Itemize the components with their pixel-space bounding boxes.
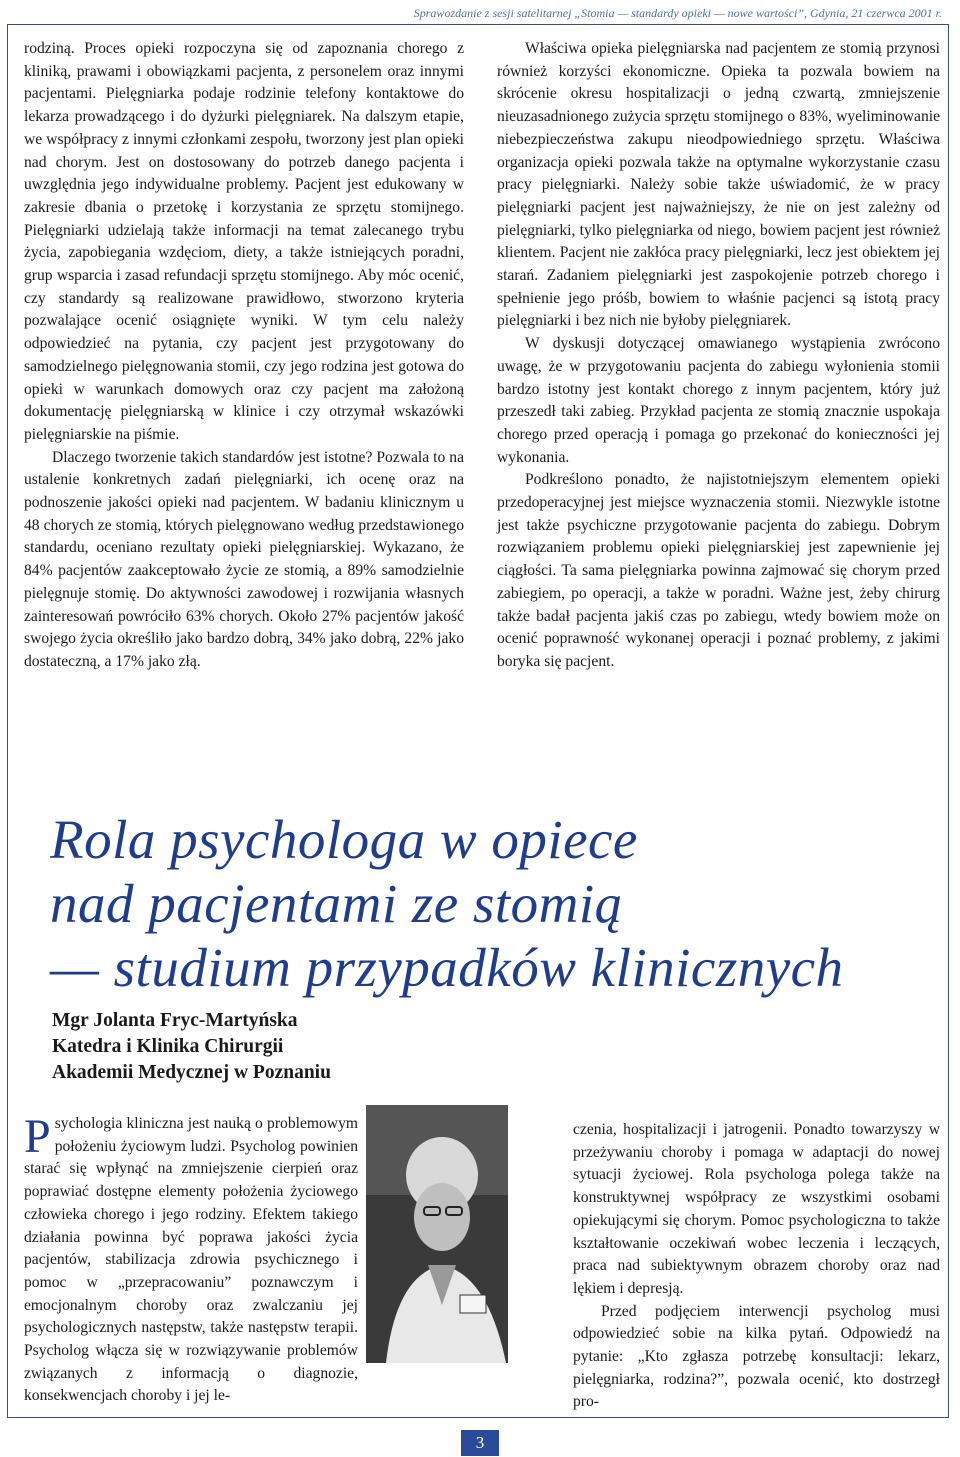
author-photo: [366, 1105, 508, 1363]
article-title-line: — studium przypadków klinicznych: [50, 937, 844, 998]
bottom-right-column: [573, 1119, 940, 1414]
paragraph: Dlaczego tworzenie takich standardów jest istotne? Pozwala to na ustalenie konkretnych zadań pielęgniarki, ich ocenę oraz na podnoszenie jakości opieki nad pacjentem. W badaniu klinicznym u 48 chorych ze stomią, których pielęgnowano według przedstawionego standardu, oceniano rezultaty opieki pielęgniarskiej. Wykazano, że 84% pacjentów zaakceptowało życie ze stomią, a 89% samodzielnie pielęgnuje stomię. Do aktywności zawodowej i rozwijania własnych zainteresowań powróciło 63% chorych. Około 27% pacjentów jakość swojego życia określiło jako bardzo dobrą, 34% jako dobrą, 22% jako dostateczną, a 17% jako złą.: [24, 448, 464, 670]
paragraph: Podkreślono ponadto, że najistotniejszym elementem opieki przedoperacyjnej jest miejsce wyznaczenia stomii. Niezwykle istotne jest także psychiczne przygotowanie pacjenta do zabiegu. Dobrym rozwiązaniem problemu opieki pielęgniarskiej jest zapewnienie jej ciągłości. Ta sama pielęgniarka powinna zajmować się chorym przed zabiegiem, po operacji, a także w poradni. Ważne jest, żeby chirurg także badał pacjenta jakiś czas po zabiegu, wtedy bowiem może on ocenić poprawność wykonanej operacji i poznać problemy, z jakimi boryka się pacjent.: [497, 471, 940, 670]
article-title: [50, 808, 930, 1000]
author-name: Mgr Jolanta Fryc-Martyńska: [52, 1010, 298, 1031]
paragraph: sychologia kliniczna jest nauką o problemowym położeniu życiowym ludzi. Psycholog powinien starać się wpłynąć na zmniejszenie cierpień oraz poprawiać dostępne elementy położenia życiowego człowieka chorego i jego rodziny. Efektem takiego działania powinna być poprawa jakości życia pacjentów, stabilizacja zdrowia psychicznego i pomoc w „przepracowaniu” poznawczym i emocjonalnym choroby oraz zwalczaniu jej psychologicznych następstw, także następstw terapii. Psycholog włącza się w rozwiązywanie problemów związanych z informacją o diagnozie, konsekwencjach choroby i jej le-: [24, 1115, 358, 1405]
running-header: Sprawozdanie z sesji satelitarnej „Stomia — standardy opieki — nowe wartości”, Gdynia, 21 czerwca 2001 r.: [413, 6, 942, 20]
top-left-column: [24, 38, 464, 674]
author-block: [52, 1008, 331, 1086]
page-number: 3: [461, 1430, 499, 1456]
author-affiliation: Akademii Medycznej w Poznaniu: [52, 1062, 331, 1083]
bottom-left-column: [24, 1110, 466, 1408]
article-title-line: nad pacjentami ze stomią: [50, 873, 623, 934]
dropcap: P: [24, 1110, 51, 1163]
paragraph: W dyskusji dotyczącej omawianego wystąpienia zwrócono uwagę, że w przygotowaniu pacjenta do zabiegu wyłonienia stomii bardzo istotny jest kontakt chorego z innym pacjentem, który już przeszedł taki zabieg. Przykład pacjenta ze stomią znacznie uspokaja chorego przed operacją i pomaga go przekonać do konieczności jej wykonania.: [497, 335, 940, 466]
paragraph: czenia, hospitalizacji i jatrogenii. Ponadto towarzyszy w przeżywaniu choroby i pomaga w adaptacji do nowej sytuacji życiowej. Rola psychologa polega także na konstruktywnej współpracy ze wszystkimi osobami opiekującymi się chorym. Pomoc psychologiczna to także kształtowanie oczekiwań wobec leczenia i leczących, praca nad subiektywnym obrazem choroby oraz nad lękiem i depresją.: [573, 1121, 940, 1297]
paragraph: Przed podjęciem interwencji psycholog musi odpowiedzieć sobie na kilka pytań. Odpowiedź na pytanie: „Kto zgłasza potrzebę konsultacji: lekarz, pielęgniarka, rodzina?”, pozwala ocenić, kto dostrzegł pro-: [573, 1302, 940, 1411]
paragraph: rodziną. Proces opieki rozpoczyna się od zapoznania chorego z kliniką, prawami i obowiązkami pacjenta, z personelem oraz innymi pacjentami. Pielęgniarka podaje rodzinie telefony kontaktowe do lekarza prowadzącego i do dyżurki pielęgniarek. Na dalszym etapie, we współpracy z innymi członkami zespołu, tworzony jest plan opieki nad chorym. Jest on dostosowany do potrzeb danego pacjenta i uwzględnia jego indywidualne problemy. Pacjent jest edukowany w zakresie dbania o przetokę i korzystania ze sprzętu stomijnego. Pielęgniarki udzielają także informacji na temat zalecanego trybu życia, zapobiegania wzdęciom, diety, a także istniejących poradni, grup wsparcia i zasad refundacji sprzętu stomijnego. Aby móc ocenić, czy standardy są realizowane prawidłowo, stworzono kryteria pozwalające ocenić osiągnięte wyniki. W tym celu należy odpowiedzieć na pytania, czy pacjent jest przygotowany do samodzielnego pielęgnowania stomii, czy jego rodzina jest gotowa do opieki w warunkach domowych oraz czy pacjent ma założoną dokumentację pielęgniarską w klinice i czy otrzymał wskazówki pielęgniarskie na piśmie.: [24, 40, 464, 443]
author-affiliation: Katedra i Klinika Chirurgii: [52, 1036, 284, 1057]
paragraph: Właściwa opieka pielęgniarska nad pacjentem ze stomią przynosi również korzyści ekonomiczne. Opieka ta pozwala bowiem na skrócenie okresu hospitalizacji o jedną czwartą, zmniejszenie nieuzasadnionego zużycia sprzętu stomijnego o 83%, wyeliminowanie niebezpieczeństwa zakupu nieodpowiedniego sprzętu. Właściwa organizacja opieki pozwala także na optymalne wykorzystanie czasu pracy pielęgniarki. Należy sobie także uświadomić, że w pracy pielęgniarki pacjent jest najważniejszy, że nie on jest zależny od pielęgniarki, tylko pielęgniarka od niego, bowiem pacjent jest również klientem. Pacjent nie zakłóca pracy pielęgniarki, lecz jest obiektem jej starań. Zadaniem pielęgniarki jest zaspokojenie potrzeb chorego i spełnienie jego próśb, bowiem to właśnie pacjenci są istotą pracy pielęgniarki i bez nich nie byłoby pielęgniarek.: [497, 40, 940, 330]
author-photo-image: [366, 1105, 508, 1363]
top-right-column: [497, 38, 940, 674]
article-title-line: Rola psychologa w opiece: [50, 809, 638, 870]
